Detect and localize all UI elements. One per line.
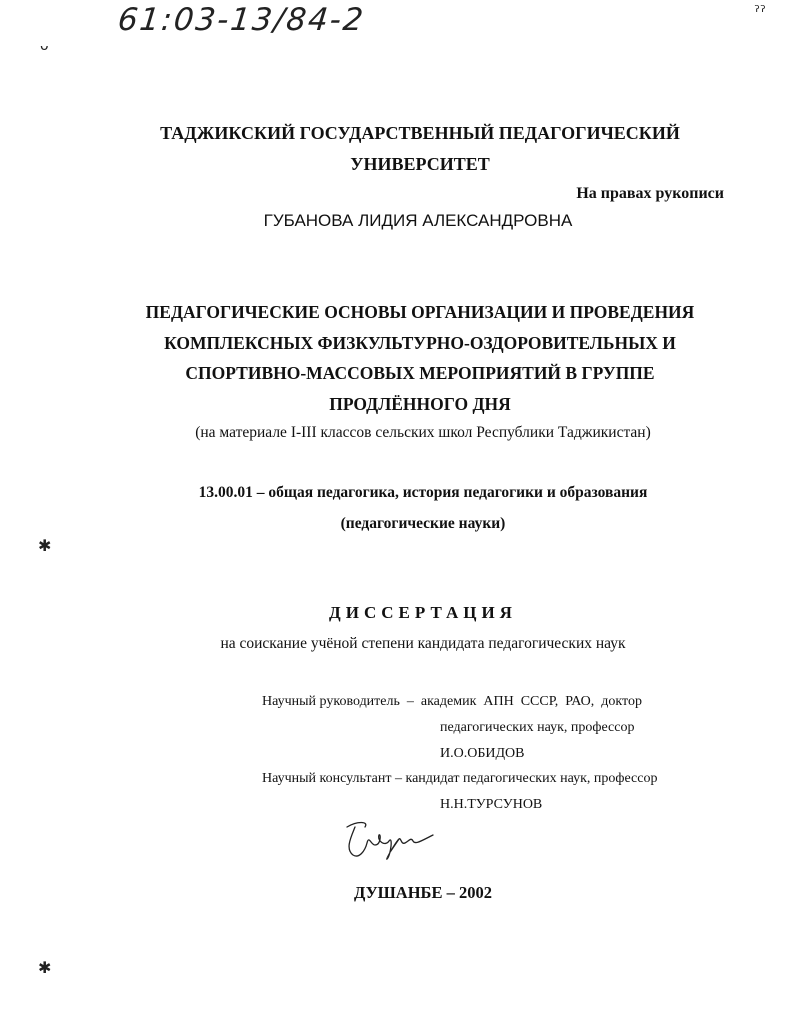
author-name: ГУБАНОВА ЛИДИЯ АЛЕКСАНДРОВНА <box>263 211 573 230</box>
consultant-name: Н.Н.ТУРСУНОВ <box>440 797 543 812</box>
specialty-code: 13.00.01 – общая педагогика, история педагогики и образования <box>198 484 648 501</box>
margin-tick-icon: ᴗ <box>40 38 49 54</box>
corner-mark-icon: ˀˀ <box>754 2 766 21</box>
supervisor-degree: педагогических наук, профессор <box>440 720 635 735</box>
catalog-number: 61:03-13/84-2 <box>116 2 367 38</box>
place-year: ДУШАНБЕ – 2002 <box>354 883 492 902</box>
supervisor-line: Научный руководитель – академик АПН СССР, РАО, доктор <box>262 694 642 709</box>
degree-line: на соискание учёной степени кандидата педагогических наук <box>220 635 626 652</box>
university-name: ТАДЖИКСКИЙ ГОСУДАРСТВЕННЫЙ ПЕДАГОГИЧЕСКИЙ УНИВЕРСИТЕТ <box>160 123 680 174</box>
document-type: ДИССЕРТАЦИЯ <box>329 603 517 622</box>
title-line: КОМПЛЕКСНЫХ ФИЗКУЛЬТУРНО-ОЗДОРОВИТЕЛЬНЫХ И <box>164 332 676 353</box>
margin-star-icon: ✱ <box>38 536 52 555</box>
material-note: (на материале I-III классов сельских школ Республики Таджикистан) <box>195 424 651 441</box>
science-field: (педагогические науки) <box>340 515 506 532</box>
title-line: СПОРТИВНО-МАССОВЫХ МЕРОПРИЯТИЙ В ГРУППЕ <box>185 363 655 383</box>
dissertation-title <box>120 297 720 419</box>
consultant-line: Научный консультант – кандидат педагогических наук, профессор <box>262 771 658 786</box>
margin-star-icon: ✱ <box>38 958 52 977</box>
signature <box>335 815 445 865</box>
supervisor-name: И.О.ОБИДОВ <box>440 746 525 761</box>
title-line: ПРОДЛЁННОГО ДНЯ <box>329 393 511 414</box>
rights-note: На правах рукописи <box>576 185 724 202</box>
title-line: ПЕДАГОГИЧЕСКИЕ ОСНОВЫ ОРГАНИЗАЦИИ И ПРОВЕДЕНИЯ <box>145 302 695 322</box>
